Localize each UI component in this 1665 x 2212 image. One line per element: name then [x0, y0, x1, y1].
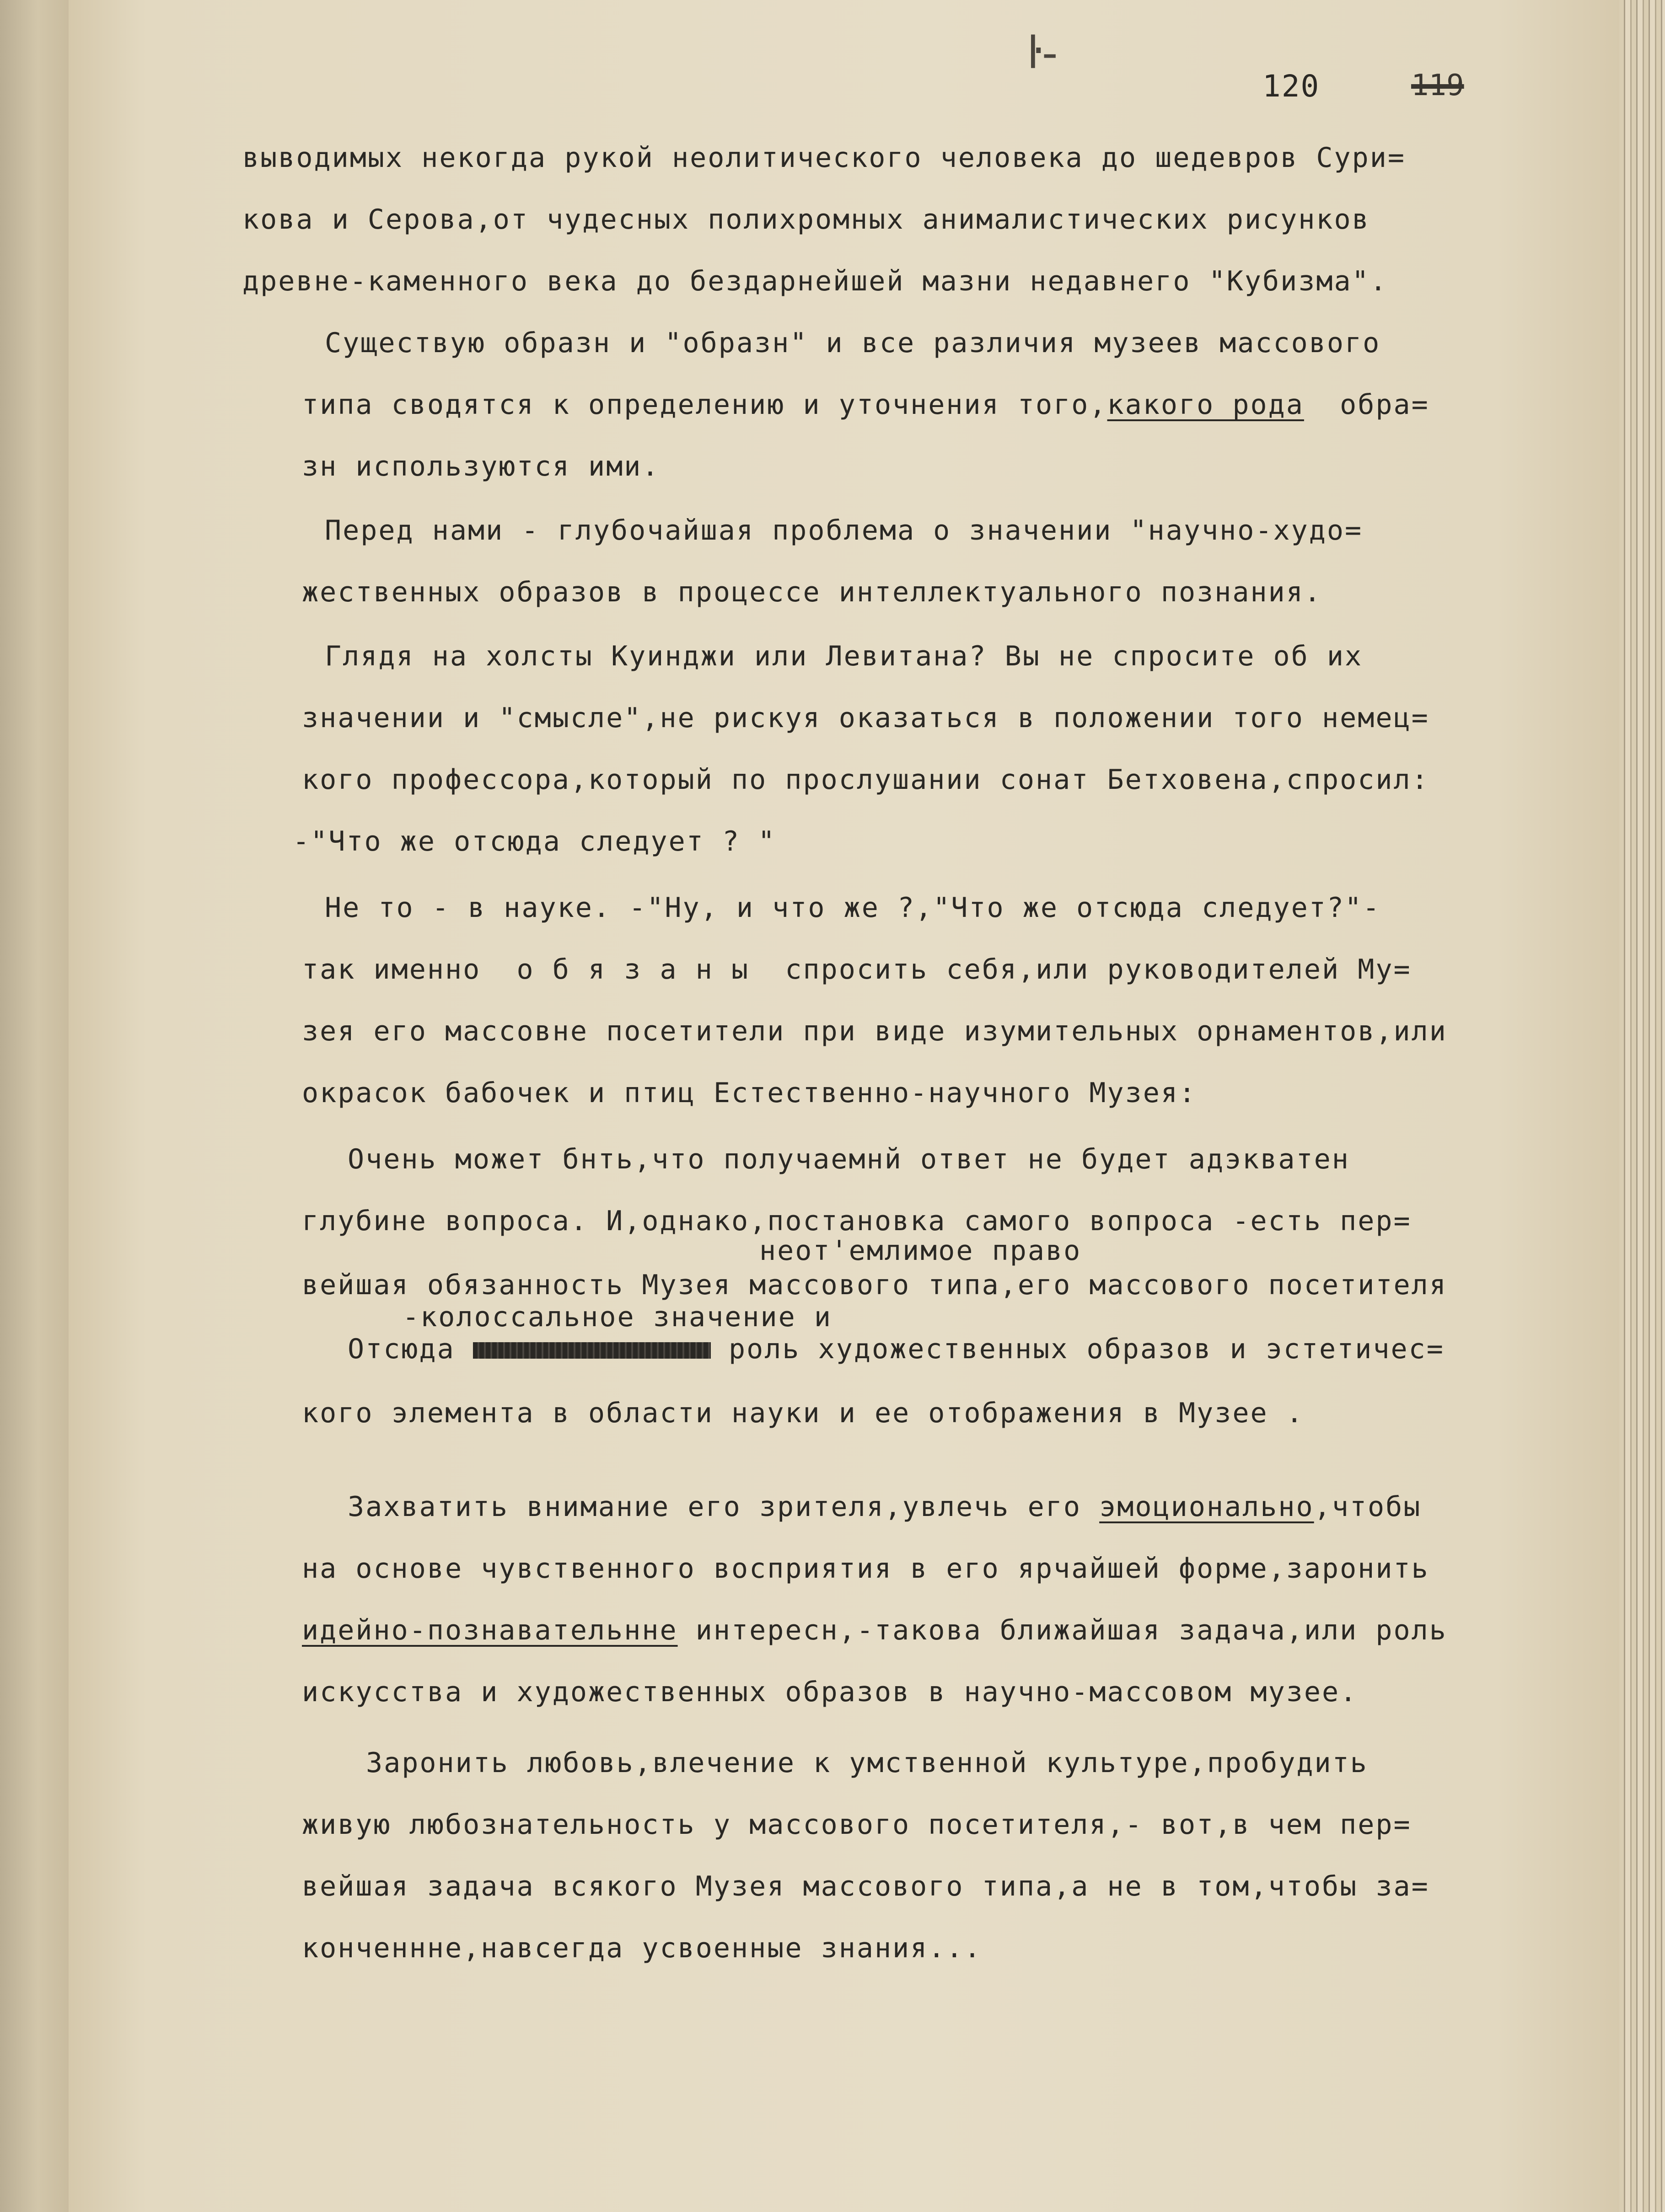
p4-line-3: кого профессора,который по прослушании сонат Бетховена,спросил: [302, 764, 1429, 796]
p1-line-3: древне-каменного века до бездарнейшей мазни недавнего "Кубизма". [242, 265, 1388, 297]
p7-line-2: кого элемента в области науки и ее отображения в Музее . [302, 1397, 1304, 1429]
p5-line-3: зея его массовне посетители при виде изумительных орнаментов,или [302, 1015, 1447, 1047]
p9-line-4: конченнне,навсегда усвоенные знания... [302, 1932, 982, 1964]
p3-line-1: Перед нами - глубочайшая проблема о значении "научно-худо= [325, 514, 1363, 546]
p8-line-1-start: Захватить внимание его зрителя,увлечь его [348, 1491, 1082, 1523]
p8-line-1-end: ,чтобы [1314, 1491, 1422, 1523]
p6-line-3: вейшая обязанность Музея массового типа,его массового посетителя [302, 1269, 1447, 1301]
p7-insertion: -колоссальное значение и [403, 1301, 832, 1333]
p8-line-4: искусства и художественных образов в научно-массовом музее. [302, 1676, 1358, 1708]
p8-line-1 [348, 1489, 1421, 1525]
p8-line-3 [302, 1612, 1447, 1649]
pencil-mark: ŀ- [1027, 27, 1058, 79]
spaced-word: о б я з а н ы [516, 953, 750, 985]
underlined-word-emotional: эмоционально [1099, 1491, 1314, 1523]
p9-line-1: Заронить любовь,влечение к умственной культуре,пробудить [366, 1747, 1368, 1779]
p4-line-1: Глядя на холсты Куинджи или Левитана? Вы не спросите об их [325, 640, 1363, 672]
p7-line-1 [348, 1331, 1445, 1367]
p2-line-2-text: типа сводятся к определению и уточнения того, [302, 389, 1107, 421]
p4-line-4: -"Что же отсюда следует ? " [293, 825, 776, 857]
p3-line-2: жественных образов в процессе интеллектуального познания. [302, 576, 1322, 608]
p6-insertion: неот'емлимое право [759, 1235, 1082, 1267]
p8-line-3-end: интересн,-такова ближайшая задача,или роль [695, 1614, 1447, 1646]
p5-line-2-start: так именно [302, 953, 481, 985]
p9-line-2: живую любознательность у массового посетителя,- вот,в чем пер= [302, 1809, 1412, 1841]
struck-out-text [473, 1342, 711, 1359]
page-number: 120 [1262, 69, 1320, 104]
stacked-page-edges [1619, 0, 1665, 2212]
book-gutter [0, 0, 70, 2212]
p2-line-2-tail: обра= [1340, 389, 1429, 421]
p8-line-2: на основе чувственного восприятия в его ярчайшей форме,заронить [302, 1553, 1429, 1585]
p4-line-2: значении и "смысле",не рискуя оказаться в положении того немец= [302, 702, 1429, 734]
p9-line-3: вейшая задача всякого Музея массового типа,а не в том,чтобы за= [302, 1870, 1429, 1902]
p1-line-1: выводимых некогда рукой неолитического человека до шедевров Сури= [242, 142, 1406, 174]
p7-line-1-start: Отсюда [348, 1333, 455, 1365]
old-page-number-overstruck: 119 [1411, 69, 1464, 102]
p5-line-4: окрасок бабочек и птиц Естественно-научного Музея: [302, 1077, 1197, 1109]
p6-line-1: Очень может бнть,что получаемнй ответ не будет адэкватен [348, 1143, 1350, 1175]
underlined-phrase: какого рода [1107, 389, 1304, 421]
p5-line-2-end: спросить себя,или руководителей Му= [785, 953, 1412, 985]
p6-line-2: глубине вопроса. И,однако,постановка самого вопроса -есть пер= [302, 1205, 1412, 1237]
p5-line-1: Не то - в науке. -"Ну, и что же ?,"Что же отсюда следует?"- [325, 892, 1381, 924]
p5-line-2 [302, 951, 1412, 988]
p2-line-2 [302, 386, 1429, 423]
p2-line-1: Существую образн и "образн" и все различия музеев массового [325, 327, 1381, 359]
underlined-phrase-ideological: идейно-познавательнне [302, 1614, 678, 1646]
p2-line-3: зн используются ими. [302, 450, 660, 482]
p1-line-2: кова и Серова,от чудесных полихромных анималистических рисунков [242, 204, 1370, 236]
p7-line-1-end: роль художественных образов и эстетичес= [729, 1333, 1445, 1365]
